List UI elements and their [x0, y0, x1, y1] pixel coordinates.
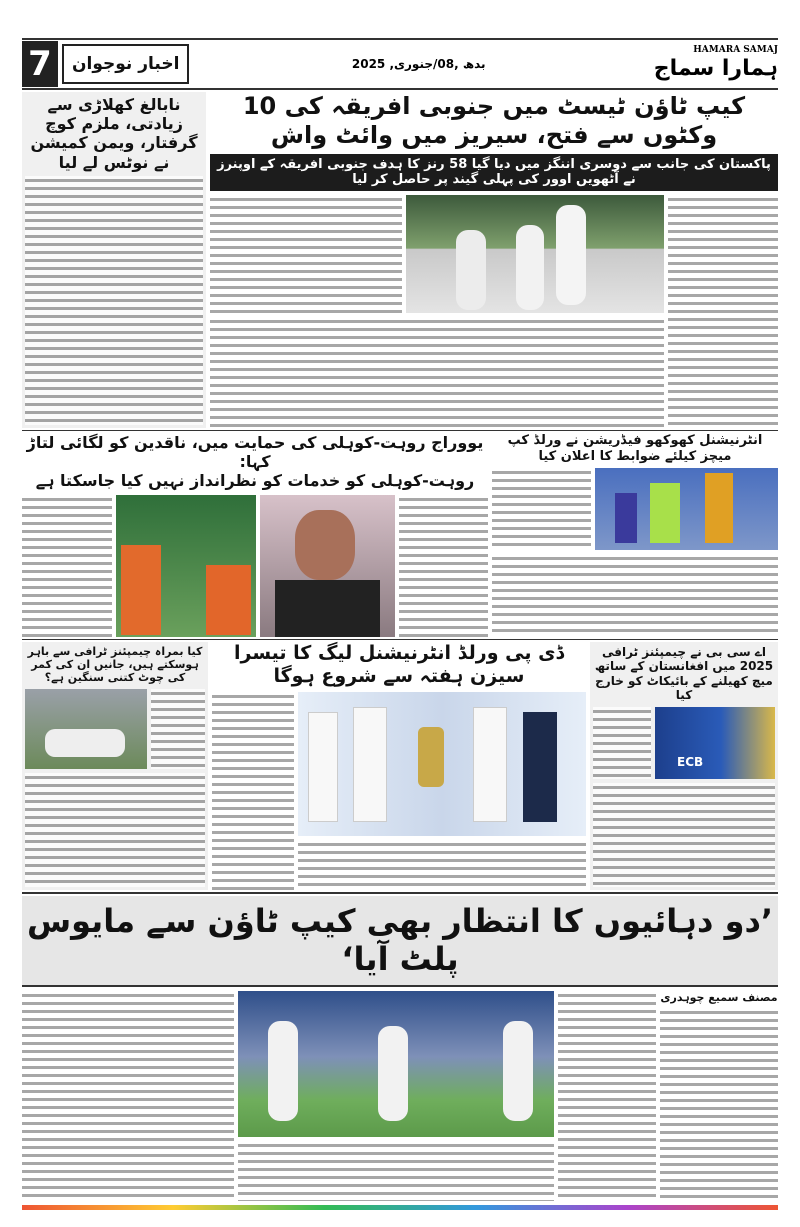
- ilt20-headline: ڈی پی ورلڈ انٹرنیشنل لیگ کا تیسرا سیزن ہفتہ سے شروع ہوگا: [233, 642, 565, 687]
- section-top: [22, 92, 778, 428]
- lead-body-area: [210, 195, 778, 428]
- photo-khokho: [595, 468, 778, 550]
- lead-subhead: پاکستان کی جانب سے دوسری اننگز میں دیا گیا 58 رنز کا ہدف جنوبی افریقہ کے اوپنرز نے آٹھویں اوور کی پہلی گیند پر حاصل کر لیا: [210, 154, 778, 191]
- yuvraj-body-right: [399, 495, 489, 637]
- lead-photo-celebration: [406, 195, 664, 313]
- yuvraj-body-row: [22, 495, 488, 637]
- bumrah-body-side: [151, 689, 205, 769]
- page-number: 7: [22, 41, 58, 87]
- feature-right: [660, 991, 778, 1201]
- issue-date: بدھ ,08/جنوری, 2025: [351, 57, 486, 71]
- photo-ilt20-trophy: [298, 692, 586, 836]
- feature-body-left: [22, 991, 234, 1201]
- yuvraj-headline-line2: روہت-کوہلی کو خدمات کو نظرانداز نہیں کیا جاسکتا ہے: [35, 471, 475, 491]
- lead-body-col1: [210, 195, 402, 313]
- ilt20-body-left: [212, 692, 294, 890]
- feature-center: [238, 991, 554, 1201]
- logo-english: HAMARA SAMAJ: [693, 45, 778, 55]
- masthead: [22, 40, 778, 88]
- divider: [22, 892, 778, 894]
- yuvraj-story: [22, 433, 488, 637]
- coach-story: [22, 92, 206, 428]
- photo-bumrah: [25, 689, 147, 769]
- lead-body-main: [210, 195, 664, 428]
- bumrah-body: [25, 773, 205, 887]
- feature-story: [22, 991, 778, 1201]
- bumrah-headline: کیا بمراہ چیمپئنز ٹرافی سے باہر ہوسکتے ہیں، جانیں ان کی کمر کی چوٹ کتنی سنگین ہے؟: [27, 645, 203, 685]
- acb-top-row: [593, 707, 775, 779]
- photo-kohli-rohit: [116, 495, 256, 637]
- acb-body-side: [593, 707, 651, 779]
- photo-test-match: [238, 991, 554, 1137]
- khokho-top-row: [492, 468, 778, 550]
- photo-yuvraj: [260, 495, 395, 637]
- acb-body: [593, 783, 775, 887]
- divider: [22, 639, 778, 640]
- photo-ecb-logo: [655, 707, 775, 779]
- acb-story: [590, 642, 778, 890]
- lead-headline: کیپ ٹاؤن ٹیسٹ میں جنوبی افریقہ کی 10 وکٹوں سے فتح، سیریز میں وائٹ واش: [242, 92, 746, 149]
- bumrah-story: [22, 642, 208, 890]
- ilt20-body-row: [212, 692, 586, 890]
- lead-story: [210, 92, 778, 428]
- lead-body-col4: [668, 195, 778, 428]
- header-bottom-rule: [22, 88, 778, 90]
- ecb-label: ECB: [677, 754, 704, 769]
- section-title: اخبار نوجوان: [62, 44, 189, 84]
- newspaper-page: [22, 38, 778, 1210]
- khokho-story: [492, 433, 778, 637]
- divider: [22, 430, 778, 431]
- yuvraj-headline: [22, 433, 488, 491]
- logo-urdu: ہمارا سماج: [653, 56, 778, 81]
- coach-headline: نابالغ کھلاڑی سے زیادتی، ملزم کوچ گرفتار، ویمن کمیشن نے نوٹس لے لیا: [30, 95, 198, 172]
- feature-author: مصنف سمیع چوہدری: [660, 990, 778, 1004]
- yuvraj-body-left: [22, 495, 112, 637]
- yuvraj-headline-line1: یووراج روہت-کوہلی کی حمایت میں، ناقدین کو لگائی لتاڑ کہا:: [26, 433, 484, 472]
- bumrah-top-row: [25, 689, 205, 769]
- footer-color-stripe: [22, 1205, 778, 1210]
- khokho-headline: انٹرنیشنل کھوکھو فیڈریشن نے ورلڈ کپ میچز کیلئے ضوابط کا اعلان کیا: [507, 433, 763, 464]
- ilt20-story: [212, 642, 586, 890]
- section-lower: [22, 642, 778, 890]
- feature-body-mid: [558, 991, 656, 1201]
- section-middle: [22, 433, 778, 637]
- feature-body-right: [660, 1008, 778, 1201]
- lead-body-top-row: [210, 195, 664, 313]
- feature-headline: ’دو دہائیوں کا انتظار بھی کیپ ٹاؤن سے مایوس پلٹ آیا‘: [22, 896, 778, 987]
- coach-body: [25, 176, 203, 425]
- khokho-body: [492, 554, 778, 637]
- khokho-body-top: [492, 468, 591, 550]
- feature-body-bottom: [238, 1141, 554, 1201]
- ilt20-right: [298, 692, 586, 890]
- acb-headline: اے سی بی نے چیمپئنز ٹرافی 2025 میں افغانستان کے ساتھ میچ کھیلنے کے بائیکاٹ کو خارج کیا: [594, 645, 774, 703]
- ilt20-body: [298, 840, 586, 890]
- lead-body-lower: [210, 317, 664, 428]
- masthead-logo: [648, 45, 778, 83]
